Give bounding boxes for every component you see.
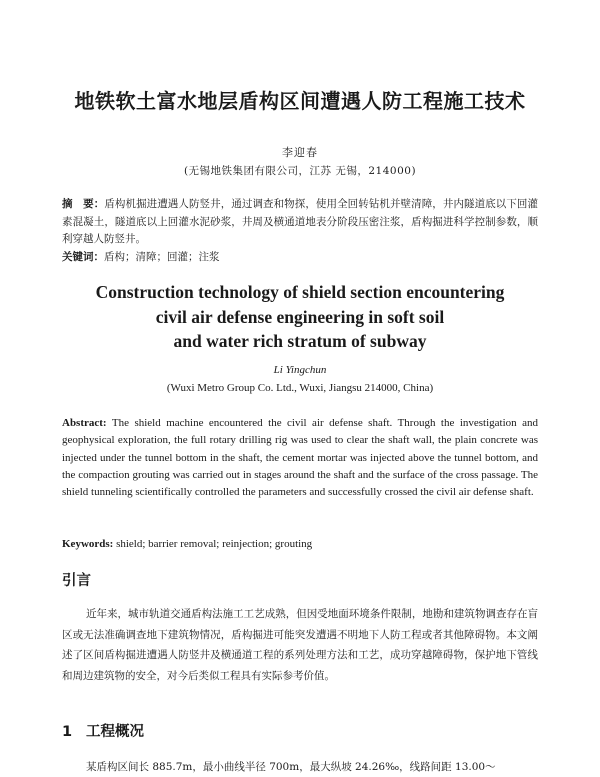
- english-title-line-3: and water rich stratum of subway: [173, 331, 427, 351]
- chinese-abstract: [62, 196, 538, 249]
- english-abstract-label: Abstract:: [62, 417, 107, 429]
- section-1-paragraph: 某盾构区间长 885.7m，最小曲线半径 700m，最大纵坡 24.26‰，线路间距 13.00～: [86, 761, 496, 773]
- chinese-author: 李迎春: [282, 146, 318, 159]
- section-1-title: 工程概况: [86, 724, 144, 740]
- section-1-heading: [62, 720, 144, 741]
- english-keywords: [62, 536, 538, 553]
- introduction-heading: 引言: [62, 573, 91, 589]
- english-abstract: [62, 415, 538, 501]
- chinese-keywords-label: 关键词：: [62, 251, 104, 263]
- english-title: [0, 280, 600, 354]
- chinese-abstract-text: 盾构机掘进遭遇人防竖井，通过调查和物探，使用全回转钻机并壁清障，井内隧道底以下回灌素混凝土，隧道底以上回灌水泥砂浆，井周及横通道地表分阶段压密注浆，盾构掘进科学控制参数，顺利穿越人防竖井。: [62, 198, 539, 245]
- introduction-paragraph: 近年来，城市轨道交通盾构法施工工艺成熟，但因受地面环境条件限制，地勘和建筑物调查存在盲区或无法准确调查地下建筑物情况，盾构掘进可能突发遭遇不明地下人防工程或者其他障碍物。本文阐述了区间盾构掘进遭遇人防竖井及横通道工程的系列处理方法和工艺，成功穿越障碍物，保护地下管线和周边建筑物的安全，对今后类似工程具有实际参考价值。: [62, 608, 538, 682]
- chinese-title: 地铁软土富水地层盾构区间遭遇人防工程施工技术: [74, 89, 526, 113]
- english-title-line-1: Construction technology of shield section encountering: [95, 282, 505, 302]
- english-affiliation: (Wuxi Metro Group Co. Ltd., Wuxi, Jiangsu 214000, China): [166, 382, 434, 394]
- chinese-keywords-text: 盾构；清障；回灌；注浆: [104, 251, 220, 263]
- english-abstract-text: The shield machine encountered the civil air defense shaft. Through the investigation and geophysical exploration, the full rotary drilling rig was used to clear the shaft wall, the plain concrete was injected under the tunnel bottom in the shaft, the cement mortar was injected above the tunnel bottom, and the compaction grouting was carried out in stages around the shaft and the surface of the cross passage. The shield tunneling scientifically controlled the parameters and successfully crossed the civil air defense shaft.: [62, 417, 539, 499]
- english-keywords-label: Keywords:: [62, 538, 114, 550]
- section-1-body: [62, 757, 538, 777]
- english-keywords-text: shield; barrier removal; reinjection; grouting: [116, 538, 313, 550]
- english-author: Li Yingchun: [273, 364, 327, 376]
- introduction-body: [62, 604, 538, 686]
- section-1-number: 1: [62, 724, 73, 740]
- english-title-line-2: civil air defense engineering in soft soil: [155, 306, 445, 327]
- chinese-keywords: [62, 249, 538, 266]
- chinese-abstract-label: 摘 要：: [62, 198, 105, 210]
- chinese-affiliation: (无锡地铁集团有限公司，江苏 无锡，214000): [183, 165, 417, 177]
